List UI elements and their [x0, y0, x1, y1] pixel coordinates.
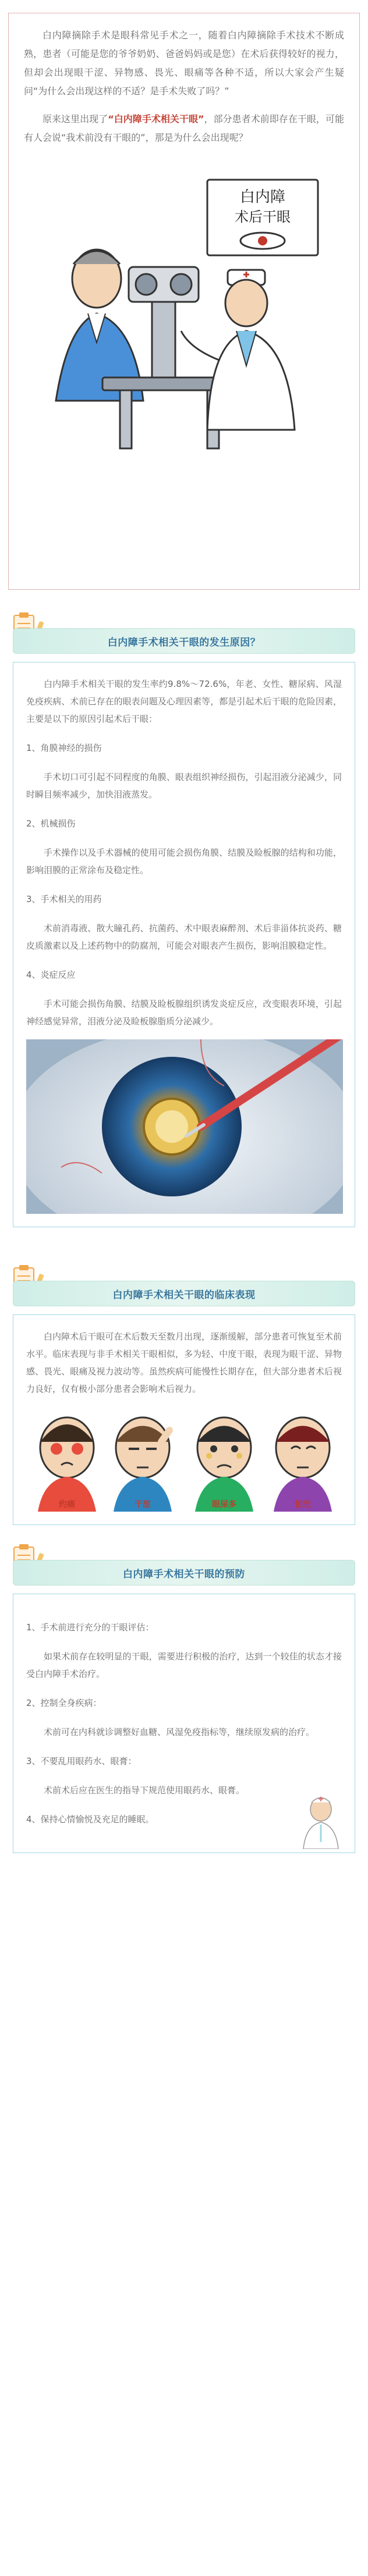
- section-symptoms: [0, 1281, 368, 1525]
- intro-paragraph-1: 白内障摘除手术是眼科常见手术之一，随着白内障摘除手术技术不断成熟，患者（可能是您的爷爷奶奶、爸爸妈妈或是您）在术后获得较好的视力，但却会出现眼干涩、异物感、畏光、眼痛等各种不适，所以大家会产生疑问“为什么会出现这样的不适？是手术失败了吗？”: [24, 30, 344, 97]
- symptom-label-dryness: 干涩: [135, 1500, 151, 1509]
- cause-heading-4: 4、炎症反应: [26, 970, 76, 980]
- symptom-burning-figure: [38, 1417, 96, 1512]
- prevention-text-1: 如果术前存在较明显的干眼，需要进行积极的治疗，达到一个较佳的状态才接受白内障手术治疗。: [26, 1651, 342, 1679]
- page-bottom-spacer: [0, 1853, 368, 1876]
- section-causes-ribbon: [13, 628, 355, 654]
- section-causes: [0, 628, 368, 1227]
- intro-paragraph-2-post: ，部分患者术前即存在干眼，可能有人会说“我术前没有干眼的”，那是为什么会出现呢？: [24, 113, 344, 143]
- cause-text-3: 术前消毒液、散大瞳孔药、抗菌药、术中眼表麻醉剂、术后非甾体抗炎药、糖皮质激素以及上述药物中的防腐剂，可能会对眼表产生损伤，影响泪膜稳定性。: [26, 923, 342, 951]
- eye-chart-text-1: 白内障: [239, 188, 286, 206]
- symptom-label-photophobia: 怕光: [295, 1500, 311, 1509]
- prevention-heading-4: 4、保持心情愉悦及充足的睡眠。: [26, 1814, 154, 1825]
- cause-text-2: 手术操作以及手术器械的使用可能会损伤角膜、结膜及睑板腺的结构和功能，影响泪膜的正常涂布及稳定性。: [26, 847, 342, 875]
- prevention-heading-1: 1、手术前进行充分的干眼评估：: [26, 1622, 154, 1633]
- prevention-heading-2: 2、控制全身疾病：: [26, 1698, 102, 1708]
- nurse-figure-icon: [298, 1791, 344, 1849]
- section-symptoms-card: [13, 1314, 355, 1525]
- causes-intro: 白内障手术相关干眼的发生率约9.8%～72.6%，年老、女性、糖尿病、风湿免疫疾病、术前已存在的眼表问题及心理因素等，都是引起术后干眼的危险因素，主要是以下的原因引起术后干眼：: [26, 679, 342, 724]
- prevention-heading-3: 3、不要乱用眼药水、眼膏：: [26, 1756, 137, 1766]
- article-page: [0, 13, 368, 1876]
- symptom-discharge-figure: [195, 1417, 253, 1512]
- intro-paragraph-2: [24, 110, 344, 147]
- symptom-photophobia-figure: [274, 1417, 332, 1512]
- intro-paragraph-2-pre: 原来这里出现了: [43, 113, 108, 124]
- section-causes-card: [13, 662, 355, 1227]
- eye-surgery-illustration: [26, 1039, 343, 1214]
- cause-heading-3: 3、手术相关的用药: [26, 894, 102, 904]
- section-causes-title: 白内障手术相关干眼的发生原因？: [107, 636, 261, 649]
- intro-card: [8, 13, 360, 590]
- section-symptoms-ribbon: [13, 1281, 355, 1306]
- intro-highlight-term: “白内障手术相关干眼”: [108, 113, 204, 124]
- section-prevention-title: 白内障手术相关干眼的预防: [123, 1568, 245, 1580]
- symptoms-illustration: [26, 1407, 343, 1512]
- section-prevention-card: [13, 1594, 355, 1853]
- prevention-text-3: 术前术后应在医生的指导下规范使用眼药水、眼膏。: [44, 1785, 245, 1795]
- section-prevention: [0, 1560, 368, 1853]
- symptom-label-discharge: 眼屎多: [212, 1500, 236, 1509]
- cause-heading-2: 2、机械损伤: [26, 818, 76, 829]
- cause-text-1: 手术切口可引起不同程度的角膜、眼表组织神经损伤，引起泪液分泌减少，同时瞬目频率减少，加快泪液蒸发。: [26, 772, 342, 800]
- eye-exam-illustration: [33, 156, 335, 459]
- eye-chart-text-2: 术后干眼: [235, 209, 291, 225]
- symptom-dryness-figure: [114, 1417, 172, 1512]
- section-prevention-ribbon: [13, 1560, 355, 1585]
- cause-heading-1: 1、角膜神经的损伤: [26, 743, 102, 753]
- prevention-text-2: 术前可在内科就诊调整好血糖、风湿免疫指标等，继续原发病的治疗。: [44, 1727, 315, 1737]
- cause-text-4: 手术可能会损伤角膜、结膜及睑板腺组织诱发炎症反应，改变眼表环境，引起神经感觉异常，泪液分泌及睑板腺脂质分泌减少。: [26, 999, 342, 1027]
- symptoms-text: 白内障术后干眼可在术后数天至数月出现，逐渐缓解，部分患者可恢复至术前水平。临床表现与非手术相关干眼相似，多为轻、中度干眼，表现为眼干涩、异物感、畏光、眼痛及视力波动等。虽然疾病可能慢性长期存在，但大部分患者术后视力良好，仅有极小部分患者会影响术后视力。: [26, 1331, 342, 1394]
- section-symptoms-title: 白内障手术相关干眼的临床表现: [112, 1289, 256, 1301]
- symptom-label-burning: 灼痛: [59, 1500, 75, 1509]
